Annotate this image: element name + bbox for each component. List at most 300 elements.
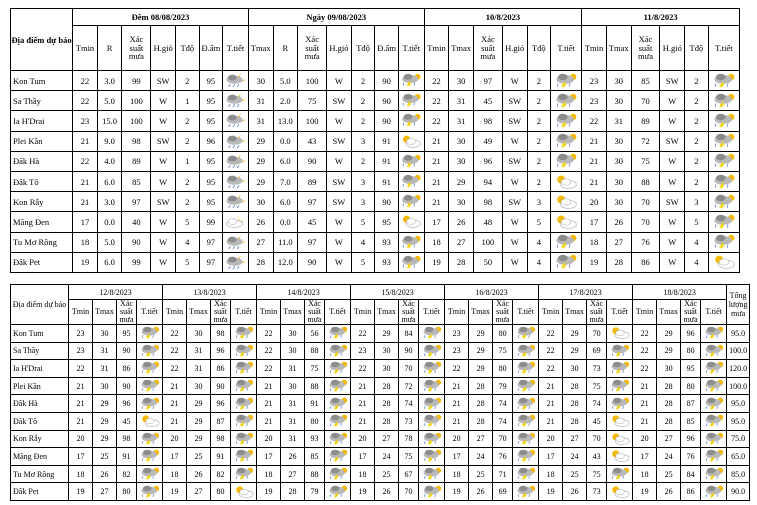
weather-cell — [701, 465, 727, 483]
thunderstorm-sun-icon — [712, 73, 736, 89]
table-cell: 25 — [187, 448, 211, 466]
table-cell: 22 — [69, 360, 93, 378]
column-header: Xác suất mưa — [681, 300, 701, 325]
table-cell: 30 — [187, 377, 211, 395]
column-header: Tmax — [375, 300, 399, 325]
table-cell: 22 — [633, 342, 657, 360]
table-cell: 27 — [187, 483, 211, 501]
table-cell: 2 — [527, 91, 551, 111]
thunderstorm-sun-icon — [421, 467, 443, 481]
weather-cell — [607, 395, 633, 413]
weather-cell — [607, 360, 633, 378]
table-cell: 26 — [449, 212, 474, 232]
table-cell: 95 — [199, 111, 223, 131]
table-cell: 17 — [73, 212, 98, 232]
column-header: Tmin — [424, 26, 449, 71]
thunderstorm-sun-icon — [421, 361, 443, 375]
weather-cell — [607, 483, 633, 501]
table-cell: 17 — [445, 448, 469, 466]
table-cell: 3 — [351, 131, 375, 151]
thunderstorm-sun-icon — [233, 361, 255, 375]
table-cell: 75 — [631, 151, 660, 171]
weather-cell — [419, 325, 445, 343]
table-cell: 80 — [681, 342, 701, 360]
group-header: 18/8/2023 — [633, 285, 727, 300]
table-cell: 17 — [539, 448, 563, 466]
thunderstorm-sun-icon — [703, 361, 725, 375]
column-header: Tđộ — [351, 26, 375, 71]
table-cell: 22 — [351, 325, 375, 343]
table-cell: 19 — [539, 483, 563, 501]
column-header: Xác suất mưa — [117, 300, 137, 325]
sun-cloud-icon — [400, 134, 422, 149]
thunderstorm-sun-icon — [139, 449, 161, 463]
column-header: Tmin — [582, 26, 607, 71]
table-cell: 19 — [73, 252, 98, 272]
table-cell: 70 — [631, 91, 660, 111]
table-cell: 0.0 — [97, 212, 122, 232]
table-cell: 1 — [176, 91, 200, 111]
column-header: Xác suất mưa — [211, 300, 231, 325]
column-header: T.tiết — [231, 300, 257, 325]
table-cell: 6.0 — [273, 192, 298, 212]
weather-cell — [551, 252, 582, 272]
weather-cell — [708, 171, 739, 191]
weather-cell — [701, 360, 727, 378]
table-cell: 22 — [539, 325, 563, 343]
table-cell: 17 — [163, 448, 187, 466]
table-cell: 24 — [375, 448, 399, 466]
thunderstorm-sun-icon — [400, 235, 422, 250]
table-cell: 88 — [305, 377, 325, 395]
table-cell: 2 — [351, 71, 375, 91]
group-header: 12/8/2023 — [69, 285, 163, 300]
column-header: Xác suất mưa — [493, 300, 513, 325]
column-header: Tđộ — [527, 26, 551, 71]
table-cell: 80 — [211, 483, 231, 501]
table-cell: 72 — [631, 131, 660, 151]
weather-cell — [607, 325, 633, 343]
table-cell: 2 — [527, 131, 551, 151]
table-cell: 5 — [351, 252, 375, 272]
table-cell: 27 — [281, 465, 305, 483]
weather-cell — [708, 232, 739, 252]
table-cell: 30 — [606, 131, 631, 151]
column-header: Tđộ — [176, 26, 200, 71]
table-cell: SW — [660, 192, 685, 212]
column-header: Tmin — [257, 300, 281, 325]
table-cell: 76 — [631, 232, 660, 252]
thunderstorm-sun-icon — [139, 397, 161, 411]
weather-cell — [137, 377, 163, 395]
table-cell: 71 — [493, 465, 513, 483]
table-cell: 74 — [493, 395, 513, 413]
table-cell: 6.0 — [97, 171, 122, 191]
table-cell: 29 — [93, 412, 117, 430]
weather-cell — [325, 430, 351, 448]
thunderstorm-sun-icon — [139, 485, 161, 499]
weather-cell — [325, 465, 351, 483]
table-cell: 96 — [681, 325, 701, 343]
thunderstorm-sun-icon — [609, 361, 631, 375]
thunderstorm-sun-icon — [609, 397, 631, 411]
weather-cell — [701, 325, 727, 343]
weather-cell — [708, 111, 739, 131]
thunderstorm-sun-icon — [515, 326, 537, 340]
column-header: H.gió — [660, 26, 685, 71]
table-cell: 22 — [424, 91, 449, 111]
table-cell: 93 — [375, 232, 399, 252]
weather-cell — [708, 91, 739, 111]
thunderstorm-sun-icon — [712, 194, 736, 210]
table-cell: 30 — [93, 377, 117, 395]
thunderstorm-sun-icon — [421, 379, 443, 393]
column-header: Tmax — [449, 26, 474, 71]
table-cell: 29 — [469, 325, 493, 343]
total-rain-value: 65.0 — [727, 448, 750, 466]
table-cell: 5 — [527, 212, 551, 232]
weather-cell — [701, 377, 727, 395]
table-cell: 22 — [445, 360, 469, 378]
weather-cell — [231, 465, 257, 483]
weather-cell — [398, 212, 424, 232]
weather-cell — [325, 342, 351, 360]
table-cell: 79 — [493, 377, 513, 395]
table-cell: 21 — [539, 377, 563, 395]
table-cell: 9.0 — [97, 131, 122, 151]
table-cell: 19 — [424, 252, 449, 272]
table-cell: SW — [502, 91, 527, 111]
table-cell: 28 — [657, 412, 681, 430]
table-cell: 90 — [375, 91, 399, 111]
column-header: Tmin — [539, 300, 563, 325]
weather-cell — [223, 71, 249, 91]
table-cell: 3 — [527, 192, 551, 212]
weather-cell — [398, 131, 424, 151]
column-header: Xác suất mưa — [305, 300, 325, 325]
table-cell: 90 — [117, 342, 137, 360]
weather-cell — [701, 342, 727, 360]
table-cell: 20 — [69, 430, 93, 448]
table-cell: 69 — [587, 342, 607, 360]
table-cell: 31 — [606, 111, 631, 131]
table-row — [11, 171, 740, 191]
table-cell: W — [660, 171, 685, 191]
table-cell: 26 — [93, 465, 117, 483]
table-cell: W — [151, 232, 176, 252]
table-cell: 18 — [582, 232, 607, 252]
table-cell: SW — [660, 131, 685, 151]
table-cell: W — [327, 212, 352, 232]
table-cell: SW — [660, 71, 685, 91]
table-cell: 28 — [281, 483, 305, 501]
weather-cell — [708, 192, 739, 212]
table-cell: 18 — [424, 232, 449, 252]
table-cell: 18 — [633, 465, 657, 483]
table-cell: 21 — [445, 395, 469, 413]
table-cell: 96 — [199, 131, 223, 151]
table-cell: 19 — [445, 483, 469, 501]
table-cell: 75 — [305, 360, 325, 378]
column-header: Xác suất mưa — [473, 26, 502, 71]
table-cell: 19 — [257, 483, 281, 501]
table-cell: 96 — [117, 395, 137, 413]
table-cell: 76 — [493, 448, 513, 466]
table-cell: 29 — [449, 171, 474, 191]
table-cell: 93 — [305, 430, 325, 448]
table-cell: 97 — [122, 192, 151, 212]
table-cell: 28 — [375, 412, 399, 430]
group-header: 15/8/2023 — [351, 285, 445, 300]
table-cell: 95 — [375, 212, 399, 232]
table-cell: 20 — [257, 430, 281, 448]
table-cell: 24 — [563, 448, 587, 466]
weather-cell — [513, 342, 539, 360]
table-cell: 31 — [187, 342, 211, 360]
table-cell: SW — [327, 171, 352, 191]
thunderstorm-sun-icon — [421, 432, 443, 446]
table-cell: 22 — [163, 342, 187, 360]
column-header: Xác suất mưa — [631, 26, 660, 71]
column-header: Tmax — [93, 300, 117, 325]
table-cell: 91 — [305, 395, 325, 413]
table-cell: 17 — [257, 448, 281, 466]
table-cell: 21 — [73, 131, 98, 151]
weather-cell — [419, 360, 445, 378]
table-row — [11, 91, 740, 111]
table-cell: 94 — [473, 171, 502, 191]
column-header: T.tiết — [551, 26, 582, 71]
thunderstorm-sun-icon — [139, 361, 161, 375]
table-cell: 26 — [469, 483, 493, 501]
table-cell: 25 — [563, 465, 587, 483]
table-cell: 18 — [257, 465, 281, 483]
weather-cell — [325, 360, 351, 378]
weather-cell — [231, 377, 257, 395]
thunderstorm-sun-icon — [515, 344, 537, 358]
table-cell: 17 — [424, 212, 449, 232]
sun-cloud-icon — [400, 214, 422, 229]
column-header: Tmin — [445, 300, 469, 325]
table-cell: 30 — [657, 360, 681, 378]
table-cell: 30 — [606, 71, 631, 91]
table-cell: SW — [502, 111, 527, 131]
table-cell: 21 — [163, 412, 187, 430]
table-cell: 85 — [681, 412, 701, 430]
table-cell: 21 — [582, 171, 607, 191]
column-header: T.tiết — [419, 300, 445, 325]
weather-cell — [513, 395, 539, 413]
table-cell: 2 — [685, 71, 709, 91]
table-cell: 91 — [375, 171, 399, 191]
sun-cloud-icon — [554, 214, 578, 230]
weather-cell — [513, 412, 539, 430]
thunderstorm-sun-icon — [139, 467, 161, 481]
thunderstorm-sun-icon — [421, 485, 443, 499]
table-cell: 21 — [633, 377, 657, 395]
table-cell: 28 — [469, 377, 493, 395]
table-cell: 23 — [73, 111, 98, 131]
thunderstorm-sun-icon — [400, 113, 422, 128]
weather-cell — [607, 448, 633, 466]
location-name: Kon Rẫy — [11, 430, 69, 448]
table-cell: 30 — [187, 325, 211, 343]
weather-cell — [325, 325, 351, 343]
table-cell: 17 — [633, 448, 657, 466]
thunderstorm-sun-icon — [327, 379, 349, 393]
location-name: Đăk Hà — [11, 395, 69, 413]
weather-cell — [419, 395, 445, 413]
table-cell: 87 — [211, 412, 231, 430]
table-cell: 2 — [351, 111, 375, 131]
table-cell: 21 — [163, 395, 187, 413]
table-cell: 45 — [298, 212, 327, 232]
cloud-rain-night-icon — [225, 255, 247, 270]
table-cell: 29 — [187, 430, 211, 448]
table-cell: 89 — [122, 151, 151, 171]
thunderstorm-sun-icon — [139, 432, 161, 446]
table-cell: 22 — [424, 111, 449, 131]
table-cell: 22 — [633, 325, 657, 343]
weather-cell — [137, 448, 163, 466]
table-cell: 22 — [351, 360, 375, 378]
table-cell: 30 — [281, 325, 305, 343]
weather-cell — [137, 430, 163, 448]
table-cell: 3.0 — [97, 71, 122, 91]
table-cell: 21 — [69, 377, 93, 395]
location-name: Đăk Pet — [11, 252, 73, 272]
table-row — [11, 131, 740, 151]
table-cell: 43 — [298, 131, 327, 151]
table-cell: 75 — [399, 448, 419, 466]
table-cell: 3 — [351, 192, 375, 212]
table-cell: 85 — [631, 71, 660, 91]
table-cell: 99 — [122, 252, 151, 272]
table-cell: 21 — [633, 412, 657, 430]
table-cell: 90 — [375, 71, 399, 91]
table-cell: W — [151, 171, 176, 191]
table-cell: 80 — [305, 412, 325, 430]
table-cell: 13.0 — [273, 111, 298, 131]
table-row — [11, 360, 750, 378]
column-header: Tđộ — [685, 26, 709, 71]
table-cell: 2 — [527, 171, 551, 191]
table-cell: 31 — [281, 395, 305, 413]
sun-cloud-icon — [712, 254, 736, 270]
table-cell: 88 — [305, 465, 325, 483]
weather-cell — [708, 252, 739, 272]
table-cell: 2 — [527, 151, 551, 171]
weather-cell — [419, 483, 445, 501]
table-cell: 90 — [298, 252, 327, 272]
thunderstorm-sun-icon — [712, 234, 736, 250]
location-name: Tu Mơ Rông — [11, 232, 73, 252]
thunderstorm-sun-icon — [515, 467, 537, 481]
table-cell: 91 — [211, 448, 231, 466]
cloud-rain-night-icon — [225, 113, 247, 128]
thunderstorm-sun-icon — [139, 344, 161, 358]
table-cell: W — [502, 252, 527, 272]
table-cell: 29 — [563, 342, 587, 360]
table-cell: 28 — [469, 412, 493, 430]
table-cell: W — [327, 111, 352, 131]
thunderstorm-sun-icon — [327, 485, 349, 499]
weather-cell — [231, 483, 257, 501]
table-cell: 31 — [449, 91, 474, 111]
thunderstorm-sun-icon — [400, 93, 422, 108]
table-cell: 22 — [582, 111, 607, 131]
table-cell: 25 — [657, 465, 681, 483]
thunderstorm-sun-icon — [703, 397, 725, 411]
weather-cell — [607, 465, 633, 483]
table-cell: W — [151, 111, 176, 131]
table-cell: 21 — [73, 192, 98, 212]
location-header: Địa điểm dự báo — [11, 285, 69, 325]
sun-cloud-icon — [609, 449, 631, 463]
thunderstorm-sun-icon — [327, 432, 349, 446]
thunderstorm-sun-icon — [515, 397, 537, 411]
table-cell: 18 — [69, 465, 93, 483]
table-cell: 27 — [93, 483, 117, 501]
column-header: Tmax — [248, 26, 273, 71]
weather-cell — [419, 412, 445, 430]
table-cell: 23 — [582, 91, 607, 111]
weather-cell — [419, 377, 445, 395]
table-cell: 5 — [176, 212, 200, 232]
group-header: Đêm 08/08/2023 — [73, 9, 249, 26]
thunderstorm-sun-icon — [515, 449, 537, 463]
table-cell: 70 — [587, 325, 607, 343]
table-cell: 95 — [199, 71, 223, 91]
thunderstorm-sun-icon — [703, 414, 725, 428]
table-cell: 2 — [176, 171, 200, 191]
thunderstorm-sun-icon — [327, 449, 349, 463]
weather-cell — [513, 448, 539, 466]
thunderstorm-sun-icon — [712, 174, 736, 190]
location-name: Sa Thầy — [11, 342, 69, 360]
weather-cell — [398, 252, 424, 272]
table-cell: 45 — [587, 412, 607, 430]
group-header: Ngày 09/08/2023 — [248, 9, 424, 26]
weather-cell — [137, 360, 163, 378]
thunderstorm-sun-icon — [515, 432, 537, 446]
table-cell: 29 — [469, 342, 493, 360]
table-cell: 2 — [685, 171, 709, 191]
cloud-rain-night-icon — [225, 194, 247, 209]
table-cell: 75 — [493, 342, 513, 360]
thunderstorm-sun-icon — [421, 414, 443, 428]
table-cell: 15.0 — [97, 111, 122, 131]
table-row — [11, 232, 740, 252]
table-cell: 30 — [606, 151, 631, 171]
table-cell: 21 — [73, 171, 98, 191]
table-cell: 30 — [606, 192, 631, 212]
table-row — [11, 151, 740, 171]
table-cell: 21 — [445, 377, 469, 395]
table-cell: 43 — [587, 448, 607, 466]
weather-cell — [223, 252, 249, 272]
table-cell: 20 — [351, 430, 375, 448]
table-cell: 23 — [445, 325, 469, 343]
thunderstorm-sun-icon — [327, 344, 349, 358]
table-cell: 28 — [657, 377, 681, 395]
table-cell: W — [502, 71, 527, 91]
table-row — [11, 430, 750, 448]
weather-cell — [551, 212, 582, 232]
weather-cell — [701, 430, 727, 448]
table-cell: 1 — [176, 151, 200, 171]
sun-cloud-icon — [554, 174, 578, 190]
